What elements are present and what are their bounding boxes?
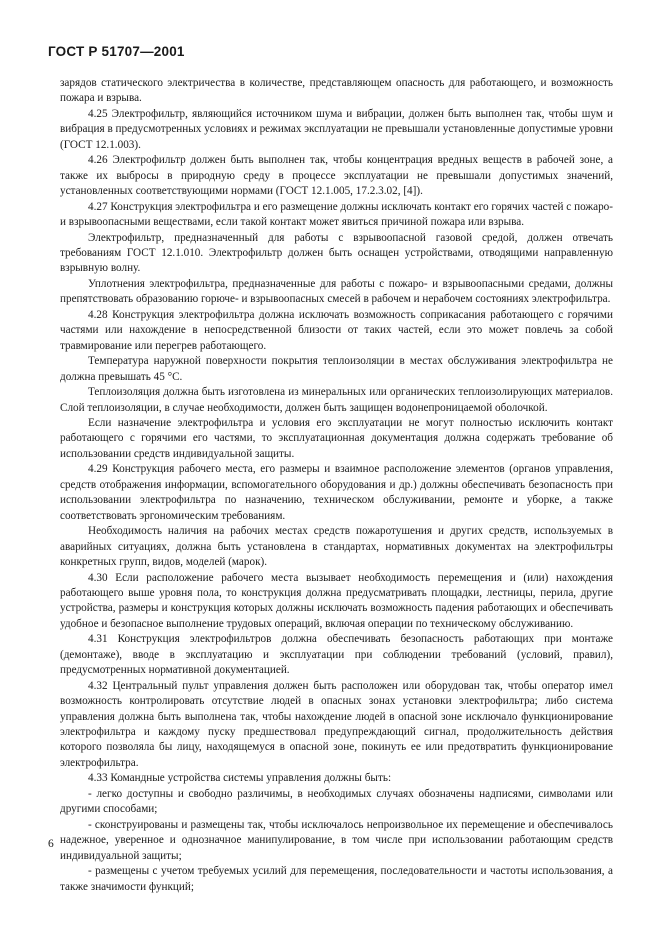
paragraph-4-33: 4.33 Командные устройства системы управления должны быть: (88, 772, 392, 785)
paragraph-continuation: зарядов статического электричества в количестве, представляющем опасность для работающего, и возможность пожара и взрыва. (60, 77, 613, 105)
list-item: - размещены с учетом требуемых усилий для перемещения, последовательности и частоты использования, а также значимости функций; (60, 865, 613, 893)
paragraph-4-27: 4.27 Конструкция электрофильтра и его размещение должны исключать контакт его горячих частей с пожаро- и взрывоопасными веществами, если такой контакт может явиться причиной пожара или взрыва. (60, 200, 613, 229)
paragraph-4-25: 4.25 Электрофильтр, являющийся источником шума и вибрации, должен быть выполнен так, чтобы шум и вибрация в предусмотренных условиях и режимах эксплуатации не превышали установленные допустимые уровни (ГОСТ 12.1.003). (60, 107, 613, 151)
paragraph-4-31: 4.31 Конструкция электрофильтров должна обеспечивать безопасность работающих при монтаже (демонтаже), вводе в эксплуатацию и эксплуатации при соблюдении требований (условий, правил), предусмотренных нормативной документацией. (60, 633, 613, 677)
paragraph-4-29: 4.29 Конструкция рабочего места, его размеры и взаимное расположение элементов (органов управления, средств отображения информации, вспомогательного оборудования и др.) должны обеспечивать безопасность при использовании электрофильтра по назначению, техническом обслуживании, ремонте и уборке, а также соответствовать эргономическим требованиям. (60, 463, 613, 522)
paragraph-4-32: 4.32 Центральный пульт управления должен быть расположен или оборудован так, чтобы оператор имел возможность контролировать отсутствие людей в опасных зонах установки электрофильтра; либо система управления должна быть выполнена так, чтобы нахождение людей в опасной зоне исключало функционирование электрофильтра и каждому пуску предшествовал предупреждающий сигнал, продолжительность действия которого позволяла бы лицу, находящемуся в опасной зоне, покинуть ее или предотвратить функционирование электрофильтра. (60, 679, 613, 769)
list-item: - сконструированы и размещены так, чтобы исключалось непроизвольное их перемещение и обеспечивалось надежное, уверенное и однозначное манипулирование, в том числе при использовании работающим средств индивидуальной защиты; (60, 818, 613, 862)
paragraph-4-28-protection: Если назначение электрофильтра и условия его эксплуатации не могут полностью исключить контакт работающего с горячими его частями, то эксплуатационная документация должна содержать требование об использовании средств индивидуальной защиты. (60, 416, 613, 460)
page-number: 6 (48, 838, 54, 850)
paragraph-4-26: 4.26 Электрофильтр должен быть выполнен так, чтобы концентрация вредных веществ в рабочей зоне, а также их выбросы в природную среду в процессе эксплуатации не превышали допустимых значений, установленных соответствующими нормами (ГОСТ 12.1.005, 17.2.3.02, [4]). (60, 154, 613, 198)
document-body (60, 76, 613, 895)
paragraph-4-27-seals: Уплотнения электрофильтра, предназначенные для работы с пожаро- и взрывоопасными средами, должны препятствовать образованию горюче- и взрывоопасных смесей в рабочем и нерабочем состояниях электрофильтра. (60, 277, 613, 306)
document-header: ГОСТ Р 51707—2001 (48, 44, 185, 59)
paragraph-4-28-temperature: Температура наружной поверхности покрытия теплоизоляции в местах обслуживания электрофильтра не должна превышать 45 °С. (60, 355, 613, 383)
paragraph-4-27-explosive: Электрофильтр, предназначенный для работы с взрывоопасной газовой средой, должен отвечать требованиям ГОСТ 12.1.010. Электрофильтр должен быть оснащен устройствами, отводящими направленную взрывную волну. (60, 231, 613, 275)
list-item: - легко доступны и свободно различимы, в необходимых случаях обозначены надписями, символами или другими способами; (60, 787, 613, 816)
paragraph-4-29-firefighting: Необходимость наличия на рабочих местах средств пожаротушения и других средств, используемых в аварийных ситуациях, должна быть установлена в стандартах, нормативных документах на электрофильтры конкретных групп, видов, моделей (марок). (60, 525, 613, 569)
paragraph-4-30: 4.30 Если расположение рабочего места вызывает необходимость перемещения и (или) нахождения работающего выше уровня пола, то конструкция должна предусматривать площадки, лестницы, перила, другие устройства, размеры и конструкция которых должны исключать возможность падения работающих и обеспечивать удобное и безопасное выполнение трудовых операций, включая операции по техническому обслуживанию. (60, 571, 613, 630)
paragraph-4-28-insulation: Теплоизоляция должна быть изготовлена из минеральных или органических теплоизолирующих материалов. Слой теплоизоляции, в случае необходимости, должен быть защищен водонепроницаемой оболочкой. (60, 386, 613, 414)
paragraph-4-28: 4.28 Конструкция электрофильтра должна исключать возможность соприкасания работающего с горячими частями или нахождение в непосредственной близости от таких частей, если это может повлечь за собой травмирование или перегрев работающего. (60, 308, 613, 352)
